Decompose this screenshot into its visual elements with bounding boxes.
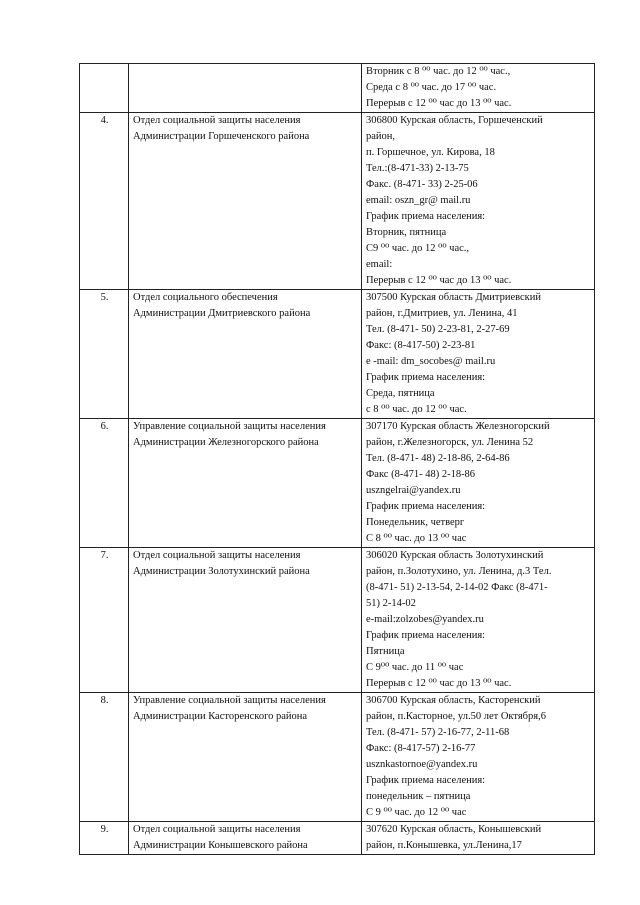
table-row: [80, 822, 595, 855]
contact-info-line: Тел.:(8-471-33) 2-13-75: [366, 163, 469, 174]
contact-info-line: 51) 2-14-02: [366, 598, 416, 609]
contact-info-cell: [362, 64, 595, 113]
department-name-line: Отдел социальной защиты населения: [133, 115, 301, 126]
contact-info-line: График приема населения:: [366, 775, 486, 786]
contact-info-line: 306800 Курская область, Горшеченский: [366, 115, 543, 126]
contact-info-line: Факс (8-471- 48) 2-18-86: [366, 469, 476, 480]
contact-info-cell: [362, 693, 595, 822]
table-row: [80, 64, 595, 113]
row-number: 5.: [100, 292, 109, 303]
department-name-line: Отдел социальной защиты населения: [133, 550, 301, 561]
row-number-cell: [80, 419, 129, 548]
contact-info-line: 306020 Курская область Золотухинский: [366, 550, 544, 561]
department-name-line: Администрации Касторенского района: [133, 711, 308, 722]
contact-info-line: Вторник, пятница: [366, 227, 447, 238]
row-number: 7.: [100, 550, 109, 561]
row-number-cell: [80, 693, 129, 822]
department-name-cell: [129, 113, 362, 290]
contact-info-line: График приема населения:: [366, 372, 486, 383]
department-name-cell: [129, 548, 362, 693]
contact-info-cell: [362, 290, 595, 419]
contact-info-line: Среда с 8 ⁰⁰ час. до 17 ⁰⁰ час.: [366, 82, 497, 93]
department-name-line: Отдел социальной защиты населения: [133, 824, 301, 835]
contact-info-line: С 9⁰⁰ час. до 11 ⁰⁰ час: [366, 662, 464, 673]
department-name-cell: [129, 64, 362, 113]
row-number-cell: [80, 64, 129, 113]
contact-info-line: Перерыв с 12 ⁰⁰ час до 13 ⁰⁰ час.: [366, 98, 512, 109]
contact-info-line: Факс: (8-417-57) 2-16-77: [366, 743, 476, 754]
department-name-cell: [129, 693, 362, 822]
contact-info-line: e-mail:zolzobes@yandex.ru: [366, 614, 484, 625]
contact-info-line: С 9 ⁰⁰ час. до 12 ⁰⁰ час: [366, 807, 467, 818]
contact-info-line: 307500 Курская область Дмитриевский: [366, 292, 542, 303]
contact-info-line: Факс: (8-417-50) 2-23-81: [366, 340, 476, 351]
table-body: [80, 64, 595, 855]
contact-info-line: район, г.Железногорск, ул. Ленина 52: [366, 437, 534, 448]
row-number-cell: [80, 548, 129, 693]
department-name-line: Отдел социального обеспечения: [133, 292, 278, 303]
contact-info-line: район, г.Дмитриев, ул. Ленина, 41: [366, 308, 518, 319]
contact-info-line: С 8 ⁰⁰ час. до 13 ⁰⁰ час: [366, 533, 467, 544]
row-number: 6.: [100, 421, 109, 432]
contact-info-line: 306700 Курская область, Касторенский: [366, 695, 541, 706]
row-number-cell: [80, 822, 129, 855]
contact-info-line: Вторник с 8 ⁰⁰ час. до 12 ⁰⁰ час.,: [366, 66, 511, 77]
contact-info-line: График приема населения:: [366, 211, 486, 222]
department-name-line: Управление социальной защиты населения: [133, 421, 326, 432]
contact-info-line: usznkastornoe@yandex.ru: [366, 759, 478, 770]
contact-info-line: uszngelrai@yandex.ru: [366, 485, 461, 496]
contact-info-line: Пятница: [366, 646, 405, 657]
row-number: 8.: [100, 695, 109, 706]
department-name-cell: [129, 419, 362, 548]
table-row: [80, 290, 595, 419]
contact-info-line: Факс. (8-471- 33) 2-25-06: [366, 179, 478, 190]
contact-info-line: Тел. (8-471- 48) 2-18-86, 2-64-86: [366, 453, 510, 464]
row-number-cell: [80, 290, 129, 419]
table-row: [80, 693, 595, 822]
contact-info-line: e -mail: dm_socobes@ mail.ru: [366, 356, 496, 367]
contact-info-line: район, п.Золотухино, ул. Ленина, д.3 Тел.: [366, 566, 552, 577]
contact-info-line: email:: [366, 259, 393, 270]
table-row: [80, 548, 595, 693]
contact-info-line: (8-471- 51) 2-13-54, 2-14-02 Факс (8-471-: [366, 582, 548, 593]
contact-info-line: Понедельник, четверг: [366, 517, 465, 528]
department-name-line: Администрации Дмитриевского района: [133, 308, 311, 319]
contact-info-line: Тел. (8-471- 50) 2-23-81, 2-27-69: [366, 324, 510, 335]
contact-info-line: Тел. (8-471- 57) 2-16-77, 2-11-68: [366, 727, 510, 738]
contact-info-line: п. Горшечное, ул. Кирова, 18: [366, 147, 495, 158]
contact-info-line: График приема населения:: [366, 501, 486, 512]
row-number: 9.: [100, 824, 109, 835]
department-name-line: Администрации Железногорского района: [133, 437, 319, 448]
contact-info-cell: [362, 419, 595, 548]
contact-info-line: email: oszn_gr@ mail.ru: [366, 195, 471, 206]
department-name-line: Администрации Горшеченского района: [133, 131, 310, 142]
contact-info-line: район, п.Конышевка, ул.Ленина,17: [366, 840, 522, 851]
contact-info-cell: [362, 822, 595, 855]
contact-info-line: Перерыв с 12 ⁰⁰ час до 13 ⁰⁰ час.: [366, 678, 512, 689]
contact-info-line: 307620 Курская область, Конышевский: [366, 824, 542, 835]
departments-table: [79, 63, 595, 855]
contact-info-line: район, п.Касторное, ул.50 лет Октября,6: [366, 711, 546, 722]
table-row: [80, 419, 595, 548]
contact-info-line: График приема населения:: [366, 630, 486, 641]
department-name-cell: [129, 290, 362, 419]
contact-info-line: понедельник – пятница: [366, 791, 471, 802]
contact-info-line: Среда, пятница: [366, 388, 435, 399]
department-name-line: Администрации Конышевского района: [133, 840, 308, 851]
contact-info-line: С9 ⁰⁰ час. до 12 ⁰⁰ час.,: [366, 243, 470, 254]
row-number: 4.: [100, 115, 109, 126]
contact-info-line: Перерыв с 12 ⁰⁰ час до 13 ⁰⁰ час.: [366, 275, 512, 286]
contact-info-cell: [362, 113, 595, 290]
contact-info-line: с 8 ⁰⁰ час. до 12 ⁰⁰ час.: [366, 404, 467, 415]
table-row: [80, 113, 595, 290]
department-name-line: Администрации Золотухинский района: [133, 566, 310, 577]
contact-info-cell: [362, 548, 595, 693]
contact-info-line: 307170 Курская область Железногорский: [366, 421, 550, 432]
department-name-line: Управление социальной защиты населения: [133, 695, 326, 706]
row-number-cell: [80, 113, 129, 290]
department-name-cell: [129, 822, 362, 855]
contact-info-line: район,: [366, 131, 396, 142]
